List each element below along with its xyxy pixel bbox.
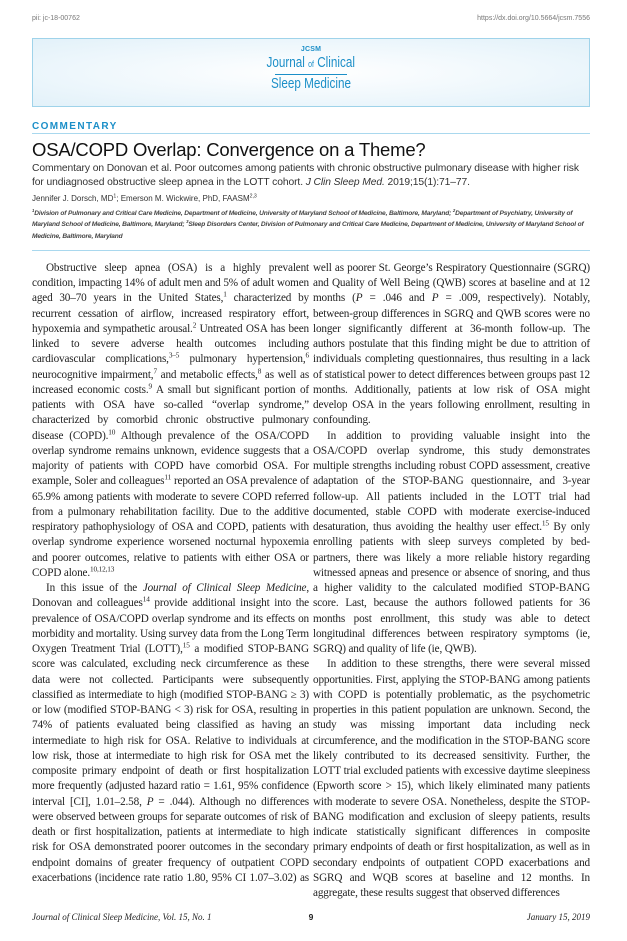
article-subtitle (32, 162, 590, 189)
text-run: Commentary on Donovan et al. Poor outcomes among patients with chronic obstructive pulmonary disease with higher risk for undiagnosed obstructive sleep apnea in the LOTT cohort. (32, 163, 579, 188)
text-run: neurocognitive impairment, (32, 368, 154, 381)
text-run: ; Emerson M. Wickwire, PhD, FAASM (116, 194, 250, 203)
citation-superscript: 8 (257, 366, 262, 375)
text-run: reported an OSA prevalence of 65.9% among patients with moderate to severe COPD referred from a pulmonary rehabilitation facility. Due to the additive respiratory pathophysiology of OSA and COPD, patients with overlap syndrome experience worsened nocturnal hypoxemia and poorer outcomes, relative to patients with either OSA or COPD alone. (32, 475, 310, 579)
citation-superscript: 9 (148, 382, 152, 391)
citation-superscript: 11 (164, 473, 172, 482)
text-run: In addition to providing valuable insight into the OSA/COPD overlap syndrome, this study demonstrates multiple strengths including robust COPD assessment, creative adaptation of the STOP-BANG questionnaire, and 3-year follow-up. All patients included in the LOTT trial had documented, stable COPD with moderate exercise-induced desaturation, thus avoiding the healthy user effect. (313, 429, 590, 534)
citation-superscript: 1 (113, 193, 117, 200)
body-paragraph (32, 261, 309, 581)
text-run: Untreated OSA has been linked to severe adverse health outcomes including cardiovascular complications, (32, 322, 309, 366)
section-label: COMMENTARY (32, 121, 118, 132)
citation-superscript: 6 (305, 351, 309, 360)
citation-superscript: 10 (108, 427, 116, 436)
citation-superscript: 7 (153, 366, 157, 375)
italic-text: P (431, 292, 439, 305)
article-title: OSA/COPD Overlap: Convergence on a Theme? (32, 139, 426, 160)
text-run: , Donovan and colleagues (32, 582, 309, 610)
text-run: and metabolic effects, (156, 368, 258, 381)
page-footer (32, 911, 590, 923)
page-number: 9 (308, 912, 314, 923)
text-run: as well as increased economic costs. (32, 368, 310, 396)
text-run: Sleep Disorders Center, Division of Pulmonary and Critical Care Medicine, Department of Medicine, University of Maryland School of Medicine, Baltimore, Maryland (32, 221, 584, 240)
italic-text: J Clin Sleep Med. (305, 176, 385, 188)
divider (32, 250, 590, 251)
text-run: Although prevalence of the OSA/COPD overlap syndrome remains unknown, evidence suggests that a majority of patients with COPD have comorbid OSA. For example, Soler and colleagues (32, 429, 309, 488)
text-run: provide additional insight into the prevalence of OSA/COPD overlap syndrome and its effects on morbidity and mortality. Using survey data from the Long Term Oxygen Treatment Trial (LOTT), (32, 597, 309, 656)
italic-text: Journal of Clinical Sleep Medicine (142, 582, 307, 595)
text-run: = .009, respectively). Notably, between-group differences in SGRQ and QWB scores were no longer significantly different at 36-month follow-up. The authors postulate that this finding might be due to attrition of individuals completing questionnaires, thus resulting in a lack of statistical power to detect differences between groups past 12 months. Additionally, patients at low risk of OSA might develop OSA in the years following enrollment, resulting in confounding. (313, 292, 590, 427)
body-paragraph (32, 581, 309, 886)
citation-superscript: 15 (541, 519, 549, 528)
body-column-right (313, 261, 590, 902)
page-meta-row (32, 0, 590, 23)
logo-text: of (308, 59, 315, 69)
citation-superscript: 14 (142, 595, 150, 604)
text-run: pulmonary hypertension, (179, 353, 306, 366)
text-run: In addition to these strengths, there were several missed opportunities. First, applying the STOP-BANG among patients with COPD is potentially problematic, as the psychometric properties in this patient population are unknown. Second, the study was missing important data including neck circumference, and the modification in the STOP-BANG score likely contributed to its decreased sensitivity. Further, the LOTT trial excluded patients with excessive daytime sleepiness (Epworth score > 15), which likely eliminated many patients with moderate to severe OSA. Nonetheless, despite the STOP-BANG modification and exclusion of sleepy patients, results indicate statistically significant differences in composite primary endpoints of death or first hospitalization, as well as in secondary endpoints of outpatient COPD exacerbations and SGRQ and WQB scores at baseline and 12 months. In aggregate, these results suggest that observed differences (313, 658, 590, 900)
text-run: = .046 and (362, 292, 432, 305)
body-paragraph (313, 261, 590, 429)
pii-identifier: pii: jc-18-00762 (32, 15, 80, 22)
logo-line-1 (267, 54, 355, 73)
italic-text: P (146, 795, 154, 808)
logo-text: Journal (266, 54, 309, 71)
journal-logo (33, 45, 589, 93)
body-paragraph (313, 657, 590, 901)
text-run: Obstructive sleep apnea (OSA) is a highly prevalent condition, impacting 14% of adult men and 5% of adult women aged 30–70 years in the United States, (32, 261, 309, 305)
body-columns (32, 261, 590, 902)
citation-superscript: 15 (182, 641, 190, 650)
text-run: By only enrolling patients with sleep surveys completed by bed-partners, there was likely a more reliable history regarding witnessed apneas and presence or absence of snoring, and thus a higher validity to the calculated modified STOP-BANG score. Last, because the authors followed patients for 36 months post enrollment, this study was able to detect longitudinal differences between respiratory symptoms (ie, SGRQ) and quality of life (ie, QWB). (313, 521, 590, 656)
body-paragraph (313, 429, 590, 658)
text-run: = .044). Although no differences were observed between groups for separate outcomes of risk of death or first hospitalization, patients at intermediate to high risk for OSA demonstrated poorer outcomes in the secondary endpoint domains of greater frequency of outpatient COPD exacerbations (incidence rate ratio 1.80, 95% CI 1.07–3.02) as (32, 795, 309, 884)
citation-superscript: 3 (186, 219, 189, 225)
citation-superscript: 2 (452, 207, 456, 213)
footer-journal: Journal of Clinical Sleep Medicine, Vol. 15, No. 1 (32, 912, 212, 923)
text-run: Jennifer J. Dorsch, MD (32, 194, 114, 203)
body-column-left (32, 261, 309, 902)
text-run: a modified STOP-BANG score was calculated, excluding neck circumference as these data were not collected. Participants were subsequently classified as intermediate to high (modified STOP-BANG ≥ 3) or low (modified STOP-BANG < 3) risk for OSA, resulting in 74% of patients evaluated being classified as having an intermediate to high risk for OSA. Relative to individuals at low risk, those at intermediate to high risk for OSA met the composite primary endpoint of death or first hospitalization more frequently (adjusted hazard ratio = 1.61, 95% confidence interval [CI], 1.01–2.58, (32, 643, 309, 808)
journal-banner (32, 38, 590, 107)
italic-text: P (355, 292, 363, 305)
text-run: characterized by recurrent cessation of airflow, increased respiratory effort, hypoxemia and sympathetic arousal. (32, 292, 309, 335)
text-run: Division of Pulmonary and Critical Care Medicine, Department of Medicine, University of Maryland School of Medicine, Baltimore, Maryland; (34, 210, 453, 217)
affiliations (32, 208, 590, 242)
citation-superscript: 1 (32, 207, 35, 213)
author-list (32, 193, 590, 204)
logo-text: Clinical (314, 54, 356, 71)
text-run: Department of Psychiatry, University of Maryland School of Medicine, Baltimore, Maryland; (32, 210, 573, 229)
citation-superscript: 2 (192, 321, 197, 330)
text-run: 2019;15(1):71–77. (384, 176, 470, 188)
doi-link[interactable]: https://dx.doi.org/10.5664/jcsm.7556 (477, 15, 590, 22)
citation-superscript: 1 (223, 290, 227, 299)
citation-superscript: 3–5 (168, 351, 180, 360)
text-run: In this issue of the (46, 582, 143, 595)
logo-line-2: Sleep Medicine (271, 75, 351, 92)
citation-superscript: 10,12,13 (90, 565, 115, 574)
citation-superscript: 2,3 (249, 193, 257, 200)
divider (32, 133, 590, 134)
text-run: A small but significant portion of patients with OSA have so-called “overlap syndrome,” characterized by comorbid chronic obstructive pulmonary disease (COPD). (32, 383, 309, 442)
logo-abbr: JCSM (300, 46, 322, 53)
text-run: well as poorer St. George’s Respiratory Questionnaire (SGRQ) and Quality of Well Being (QWB) scores at baseline and at 12 months ( (313, 261, 590, 305)
footer-date: January 15, 2019 (526, 912, 590, 923)
